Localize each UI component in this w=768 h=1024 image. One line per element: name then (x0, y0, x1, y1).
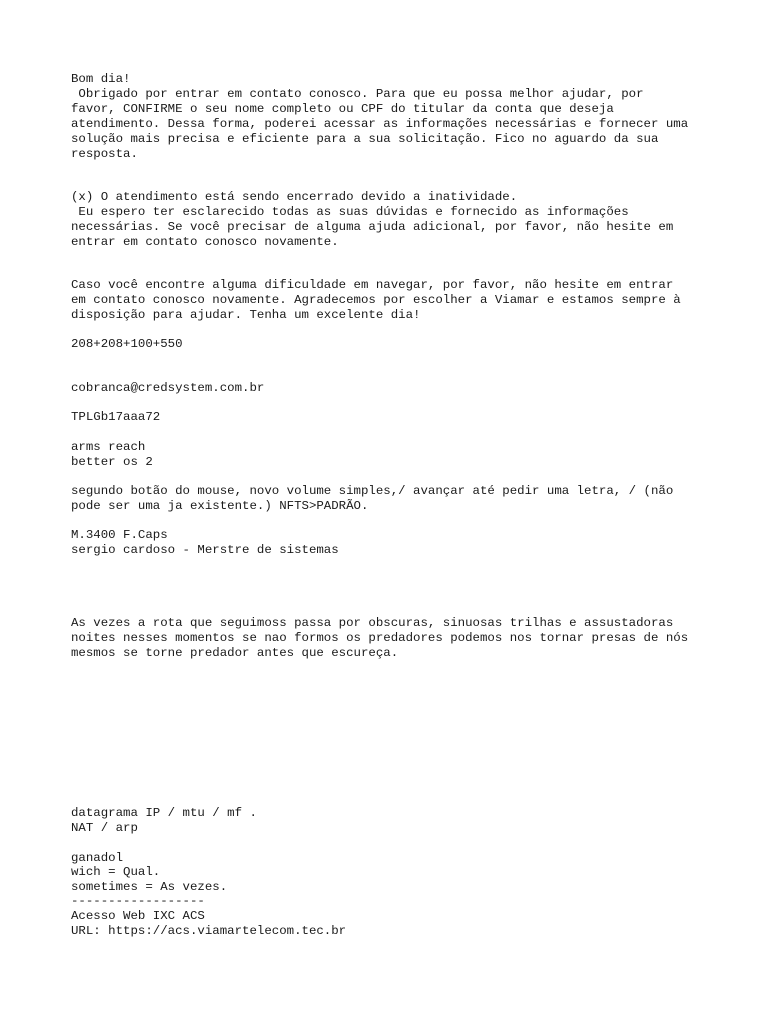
email-line: cobranca@credsystem.com.br (71, 381, 265, 395)
text-line: (x) O atendimento está sendo encerrado devido a inatividade. (71, 190, 518, 204)
text-line: Eu espero ter esclarecido todas as suas dúvidas e fornecido as informações (71, 205, 629, 219)
text-line: favor, CONFIRME o seu nome completo ou CPF do titular da conta que deseja (71, 102, 614, 116)
text-line: NAT / arp (71, 821, 138, 835)
text-line: disposição para ajudar. Tenha um excelente dia! (71, 308, 421, 322)
text-line: ganadol (71, 851, 124, 865)
text-line: em contato conosco novamente. Agradecemos por escolher a Viamar e estamos sempre à (71, 293, 681, 307)
text-line: mesmos se torne predador antes que escureça. (71, 646, 399, 660)
text-line: pode ser uma ja existente.) NFTS>PADRÃO. (71, 499, 369, 513)
text-line: noites nesses momentos se nao formos os predadores podemos nos tornar presas de nós (71, 631, 689, 645)
text-line: As vezes a rota que seguimoss passa por obscuras, sinuosas trilhas e assustadoras (71, 616, 674, 630)
divider-line: ------------------ (71, 894, 205, 908)
text-line: Obrigado por entrar em contato conosco. Para que eu possa melhor ajudar, por (71, 87, 644, 101)
text-line: sometimes = As vezes. (71, 880, 228, 894)
text-line: entrar em contato conosco novamente. (71, 235, 339, 249)
url-line: URL: https://acs.viamartelecom.tec.br (71, 924, 347, 938)
text-line: resposta. (71, 147, 138, 161)
text-line: segundo botão do mouse, novo volume simples,/ avançar até pedir uma letra, / (não (71, 484, 674, 498)
text-line: Bom dia! (71, 72, 131, 86)
text-line: wich = Qual. (71, 865, 161, 879)
text-line: arms reach (71, 440, 146, 454)
text-line: atendimento. Dessa forma, poderei acessar as informações necessárias e fornecer uma (71, 117, 689, 131)
text-line: TPLGb17aaa72 (71, 410, 161, 424)
text-line: Caso você encontre alguma dificuldade em navegar, por favor, não hesite em entrar (71, 278, 674, 292)
text-line: 208+208+100+550 (71, 337, 183, 351)
text-line: sergio cardoso - Merstre de sistemas (71, 543, 339, 557)
text-line: necessárias. Se você precisar de alguma ajuda adicional, por favor, não hesite em (71, 220, 674, 234)
text-line: M.3400 F.Caps (71, 528, 168, 542)
text-line: datagrama IP / mtu / mf . (71, 806, 257, 820)
text-line: solução mais precisa e eficiente para a sua solicitação. Fico no aguardo da sua (71, 132, 659, 146)
text-line: better os 2 (71, 455, 153, 469)
text-line: Acesso Web IXC ACS (71, 909, 205, 923)
